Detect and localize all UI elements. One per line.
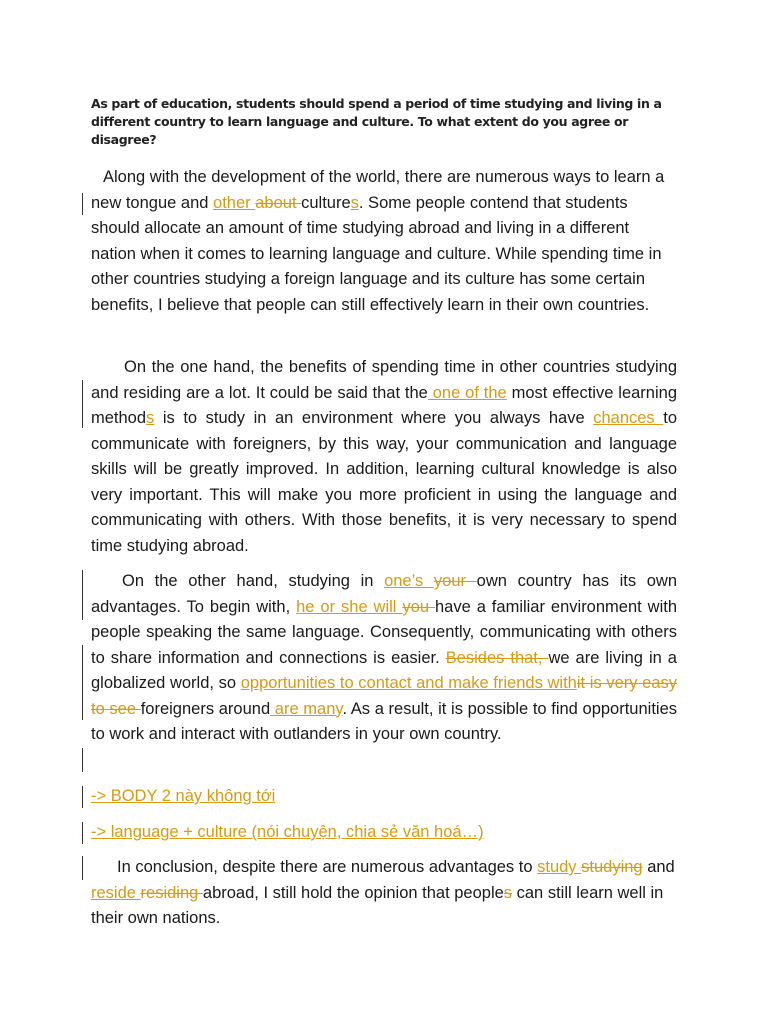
deleted-text: about: [255, 193, 302, 212]
change-bar: [82, 856, 83, 880]
body2-text-2: own country has its own advantages. To begin with,: [91, 572, 678, 616]
inserted-text: he or she will: [296, 597, 403, 616]
body1-paragraph: [91, 355, 677, 559]
inserted-text: one’s: [384, 572, 434, 590]
change-bar: [82, 748, 83, 772]
deleted-text: you: [402, 597, 435, 616]
deleted-text: s: [503, 883, 513, 902]
body1-text-2: most effective learning method: [91, 383, 677, 427]
note-text: -> language + culture (nói chuyện, chia sẻ văn hoá…): [91, 823, 484, 841]
body2-text-3: have a familiar environment with people speaking the same language. Consequently, communicating with others to share information and connections is easier.: [91, 597, 678, 667]
inserted-text: s: [350, 193, 359, 212]
deleted-text: studying: [581, 858, 643, 876]
change-bar: [82, 822, 83, 844]
body2-paragraph: [91, 569, 677, 748]
change-bar: [82, 193, 83, 215]
body1-text-1: On the one hand, the benefits of spending time in other countries studying and residing are a lot. It could be said that the: [91, 358, 677, 402]
note-text: -> BODY 2 này không tới: [91, 787, 276, 805]
change-bar: [82, 380, 83, 428]
conclusion-text-3: abroad, I still hold the opinion that people: [202, 883, 504, 902]
inserted-text: opportunities to contact and make friends with: [240, 674, 577, 692]
intro-text-3: . Some people contend that students should allocate an amount of time studying abroad and living in a different nation when it comes to learning language and culture. While spending time in other countries studying a foreign language and its culture has some certain benefits, I believe that people can still effectively learn in their own countries.: [91, 193, 662, 314]
deleted-text: your: [433, 572, 477, 590]
reviewer-note-2: [91, 820, 677, 846]
inserted-text: chances: [593, 409, 664, 427]
conclusion-text-2: and: [642, 858, 675, 876]
essay-question: As part of education, students should spend a period of time studying and living in a different country to learn language and culture. To what extent do you agree or disagree?: [91, 96, 662, 147]
conclusion-paragraph: [91, 855, 677, 932]
inserted-text: other: [213, 193, 256, 212]
inserted-text: study: [537, 858, 582, 876]
body1-text-3: is to study in an environment where you always have: [154, 409, 594, 427]
reviewer-note-1: [91, 784, 677, 810]
inserted-text: one of the: [427, 383, 507, 402]
deleted-text: it is very easy to see: [91, 674, 677, 718]
body1-text-4: to communicate with foreigners, by this way, your communication and language skills will be greatly improved. In addition, learning cultural knowledge is also very important. This will make you more proficient in using the language and communicating with others. With those benefits, it is very necessary to spend time studying abroad.: [91, 409, 677, 555]
intro-text-2: culture: [301, 193, 351, 212]
inserted-text: are many: [270, 699, 343, 718]
conclusion-text-4: can still learn well in their own nations.: [91, 883, 664, 927]
deleted-text: Besides that,: [445, 648, 549, 667]
deleted-text: residing: [140, 883, 203, 902]
change-bar: [82, 786, 83, 808]
intro-paragraph: [91, 165, 677, 318]
conclusion-text-1: In conclusion, despite there are numerous advantages to: [117, 858, 538, 876]
body2-text-6: . As a result, it is possible to find opportunities to work and interact with outlanders in your own country.: [91, 699, 678, 743]
inserted-text: s: [146, 409, 155, 427]
body2-text-1: On the other hand, studying in: [122, 572, 385, 590]
change-bar: [82, 570, 83, 620]
body2-text-5: foreigners around: [140, 699, 271, 718]
body2-text-4: we are living in a globalized world, so: [91, 648, 677, 692]
inserted-text: reside: [91, 883, 141, 902]
change-bar: [82, 645, 83, 720]
intro-text-1: Along with the development of the world, there are numerous ways to learn a new tongue and: [91, 168, 665, 212]
